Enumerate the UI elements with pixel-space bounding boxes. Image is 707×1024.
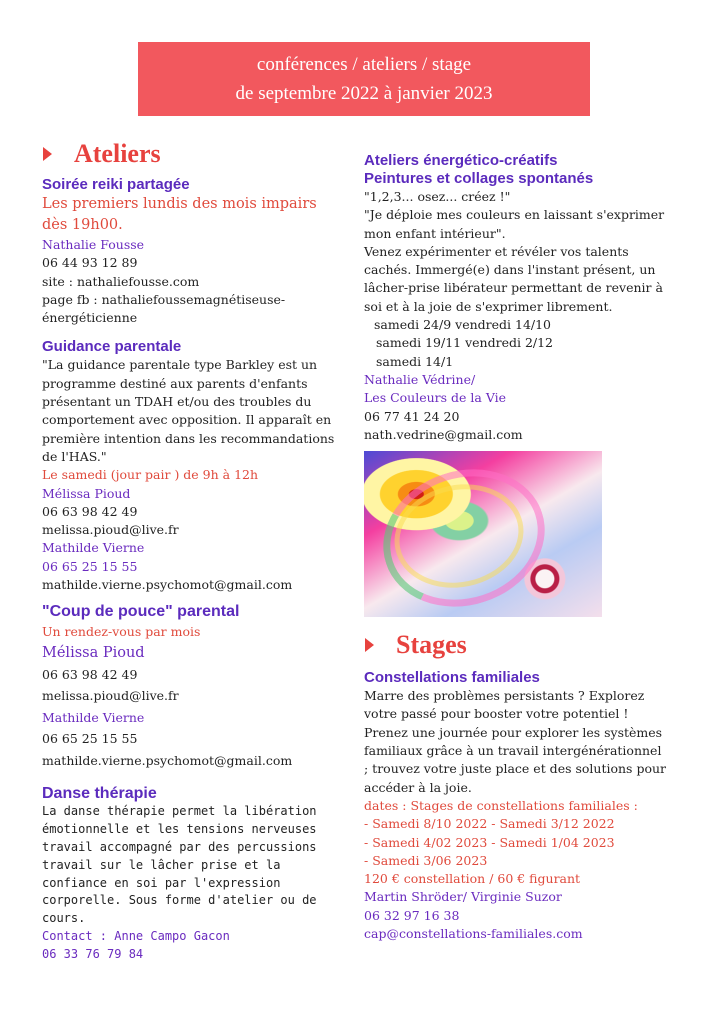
ateliers-name: Nathalie Védrine/ [364, 371, 476, 387]
section-ateliers [42, 140, 342, 168]
ateliers-quote-2: "Je déploie mes couleurs en laissant s'exprimer mon enfant intérieur". [364, 207, 665, 241]
reiki-fb: page fb : nathaliefoussemagnétiseuse-énergéticienne [42, 291, 286, 326]
guidance-name-1: Mélissa Pioud [42, 485, 131, 501]
reiki-site: site : nathaliefousse.com [42, 273, 200, 289]
coup-phone-2: 06 65 25 15 55 [42, 731, 138, 747]
section-stages [364, 631, 666, 659]
guidance-phone-1: 06 63 98 42 49 [42, 503, 138, 519]
reiki-phone: 06 44 93 12 89 [42, 255, 138, 271]
arrow-icon [365, 638, 374, 652]
danse-title: Danse thérapie [42, 785, 157, 803]
constellations-email: cap@constellations-familiales.com [364, 926, 583, 942]
coup-when: Un rendez-vous par mois [42, 624, 201, 640]
guidance-title: Guidance parentale [42, 338, 182, 356]
constellations-date-2: - Samedi 4/02 2023 - Samedi 1/04 2023 [364, 834, 615, 850]
ateliers-dates-3: samedi 14/1 [376, 353, 454, 369]
reiki-name: Nathalie Fousse [42, 237, 145, 252]
guidance-name-2: Mathilde Vierne [42, 540, 145, 556]
section-title-stages: Stages [396, 630, 467, 659]
constellations-date-1: - Samedi 8/10 2022 - Samedi 3/12 2022 [364, 816, 615, 832]
ateliers-desc: Venez expérimenter et révéler vos talents cachés. Immergé(e) dans l'instant présent, un lâcher-prise libérateur permettant de revenir à soi et à la joie de s'exprimer librement. [364, 243, 663, 314]
constellations-title: Constellations familiales [364, 669, 540, 687]
coup-email-2: mathilde.vierne.psychomot@gmail.com [42, 752, 293, 768]
ateliers-org: Les Couleurs de la Vie [364, 390, 507, 406]
reiki-when: Les premiers lundis des mois impairs dès 19h00. [42, 196, 317, 233]
guidance-desc: "La guidance parentale type Barkley est un programme destiné aux parents d'enfants présentant un TDAH et/ou des troubles du comportement avec opposition. Il apparaît en première intention dans les recommandations de l'HAS." [42, 357, 335, 464]
coup-name-2: Mathilde Vierne [42, 709, 145, 725]
header-banner [138, 42, 590, 116]
guidance-email-2: mathilde.vierne.psychomot@gmail.com [42, 577, 293, 593]
ateliers-dates-1: samedi 24/9 vendredi 14/10 [374, 317, 552, 333]
ateliers-creatifs-block [364, 152, 666, 444]
guidance-when: Le samedi (jour pair ) de 9h à 12h [42, 467, 259, 483]
constellations-dates-label: dates : Stages de constellations familiales : [364, 797, 638, 813]
reiki-title: Soirée reiki partagée [42, 176, 190, 193]
section-title-ateliers: Ateliers [74, 138, 161, 168]
ateliers-quote-1: "1,2,3... osez... créez !" [364, 189, 511, 204]
right-column [364, 152, 666, 943]
constellations-date-3: - Samedi 3/06 2023 [364, 852, 488, 868]
danse-phone: 06 33 76 79 84 [42, 946, 144, 961]
coup-block [42, 603, 342, 771]
ateliers-title-1: Ateliers énergético-créatifs [364, 152, 558, 169]
coup-title: "Coup de pouce" parental [42, 603, 240, 621]
constellations-phone: 06 32 97 16 38 [364, 907, 460, 923]
constellations-names: Martin Shröder/ Virginie Suzor [364, 889, 562, 905]
ateliers-phone: 06 77 41 24 20 [364, 408, 460, 424]
painting-image [364, 451, 602, 617]
constellations-desc: Marre des problèmes persistants ? Explorez votre passé pour booster votre potentiel ! Prenez une journée pour explorer les systèmes familiaux grâce à un travail intergénérationnel ; trouvez votre juste place et des solutions pour accéder à la joie. [364, 688, 667, 795]
danse-contact: Contact : Anne Campo Gacon [42, 928, 230, 943]
arrow-icon [43, 147, 52, 161]
guidance-email-1: melissa.pioud@live.fr [42, 522, 179, 538]
left-column [42, 140, 342, 964]
banner-line-2: de septembre 2022 à janvier 2023 [235, 83, 493, 104]
coup-name-1: Mélissa Pioud [42, 644, 145, 661]
danse-block [42, 785, 342, 963]
reiki-block [42, 176, 342, 327]
constellations-block [364, 669, 666, 943]
danse-desc: La danse thérapie permet la libération émotionnelle et les tensions nerveuses travail accompagné par des percussions travail sur le lâcher prise et la confiance en soi par l'expression corporelle. Sous forme d'atelier ou de cours. [42, 804, 317, 926]
ateliers-dates-2: samedi 19/11 vendredi 2/12 [376, 335, 554, 351]
guidance-block [42, 338, 342, 594]
constellations-price: 120 € constellation / 60 € figurant [364, 871, 581, 887]
coup-email-1: melissa.pioud@live.fr [42, 688, 179, 704]
banner-line-1: conférences / ateliers / stage [256, 54, 472, 75]
guidance-phone-2: 06 65 25 15 55 [42, 558, 138, 574]
coup-phone-1: 06 63 98 42 49 [42, 666, 138, 682]
ateliers-title-2: Peintures et collages spontanés [364, 170, 594, 187]
ateliers-email: nath.vedrine@gmail.com [364, 426, 523, 442]
